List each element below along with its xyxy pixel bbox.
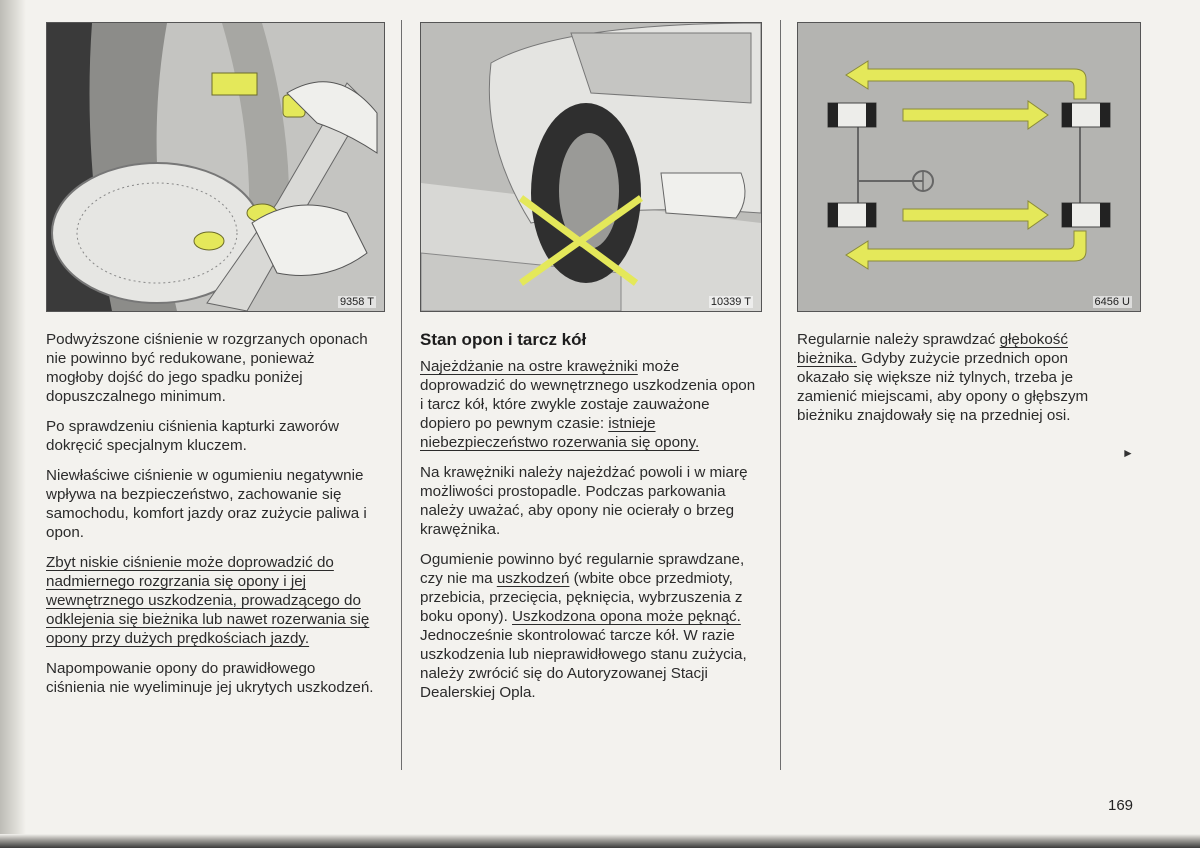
tire-rotation-diagram — [798, 23, 1140, 311]
figure-tire-rotation — [797, 22, 1141, 312]
column-1-text — [46, 330, 376, 708]
tread-text-b: Gdyby zużycie przednich opon okazało się większe niż tylnych, trzeba je zamienić miejscami, aby opony o głębszym bieżniku znajdowały się na przedniej osi. — [797, 350, 1089, 424]
curb-warning-underline: Najeżdżanie na ostre krawężniki — [420, 358, 638, 375]
column-divider-left — [401, 20, 402, 770]
paragraph-wrong-pressure: Niewłaściwe ciśnienie w ogumieniu negatywnie wpływa na bezpieczeństwo, zachowanie się samochodu, komfort jazdy oraz zużycie paliwa i opon. — [46, 467, 367, 541]
curb-warning-text: może doprowadzić do wewnętrznego uszkodzenia opon i tarcz kół, które zwykle zostaje zauważone dopiero po pewnym czasie: — [420, 358, 756, 432]
paragraph-hot-tire-pressure: Podwyższone ciśnienie w rozgrzanych oponach nie powinno być redukowane, ponieważ mogłoby dojść do jego spadku poniżej dopuszczalnego minimum. — [46, 331, 368, 405]
column-3-text — [797, 330, 1117, 436]
inspection-text-b: (wbite obce przedmioty, przebicia, przecięcia, pęknięcia, wybrzuszenia z boku opony). — [420, 570, 743, 625]
damage-underline: uszkodzeń — [496, 570, 570, 587]
inspection-text-a: Ogumienie powinno być regularnie sprawdzane, czy nie ma — [420, 551, 745, 587]
paragraph-hidden-damage: Napompowanie opony do prawidłowego ciśnienia nie wyeliminuje jej ukrytych uszkodzeń. — [46, 660, 374, 696]
inspection-text-c: Jednocześnie skontrolować tarcze kół. W razie uszkodzenia lub nieprawidłowego stanu zużycia, należy zwrócić się do Autoryzowanej Stacji Dealerskiej Opla. — [420, 627, 747, 701]
paragraph-tread-depth — [797, 330, 1117, 425]
curb-warning-illustration — [421, 23, 761, 311]
paragraph-tire-inspection — [420, 550, 760, 702]
damaged-tire-underline: Uszkodzona opona może pęknąć. — [512, 608, 741, 625]
figure-code-left: 9358 T — [339, 296, 374, 308]
continue-arrow-icon: ► — [1122, 446, 1134, 460]
page-bottom-edge — [0, 834, 1200, 848]
page-binding-edge — [0, 0, 26, 848]
pressure-gauge-illustration — [47, 23, 384, 311]
section-heading: Stan opon i tarcz kół — [420, 330, 587, 349]
paragraph-curb-approach: Na krawężniki należy najeżdżać powoli i w miarę możliwości prostopadle. Podczas parkowania należy uważać, aby opony nie ocierały o brzeg krawężnika. — [420, 464, 748, 538]
burst-danger-underline: istnieje niebezpieczeństwo rozerwania się opony. — [420, 415, 700, 451]
tread-depth-underline: głębokość bieżnika. — [797, 331, 1068, 367]
column-divider-right — [780, 20, 781, 770]
paragraph-low-pressure-warning: Zbyt niskie ciśnienie może doprowadzić do nadmiernego rozgrzania się opony i jej wewnętrznego uszkodzenia, prowadzącego do odklejenia się bieżnika lub nawet rozerwania się opony przy dużych prędkościach jazdy. — [46, 554, 370, 647]
figure-code-right: 6456 U — [1094, 296, 1130, 308]
tread-text-a: Regularnie należy sprawdzać — [797, 331, 1000, 348]
figure-code-middle: 10339 T — [710, 296, 751, 308]
column-2-text — [420, 330, 760, 713]
page-number: 169 — [1108, 797, 1134, 814]
figure-pressure-gauge — [46, 22, 385, 312]
paragraph-valve-caps: Po sprawdzeniu ciśnienia kapturki zaworów dokręcić specjalnym kluczem. — [46, 418, 339, 454]
paragraph-curbs — [420, 357, 760, 452]
figure-curb-warning — [420, 22, 762, 312]
